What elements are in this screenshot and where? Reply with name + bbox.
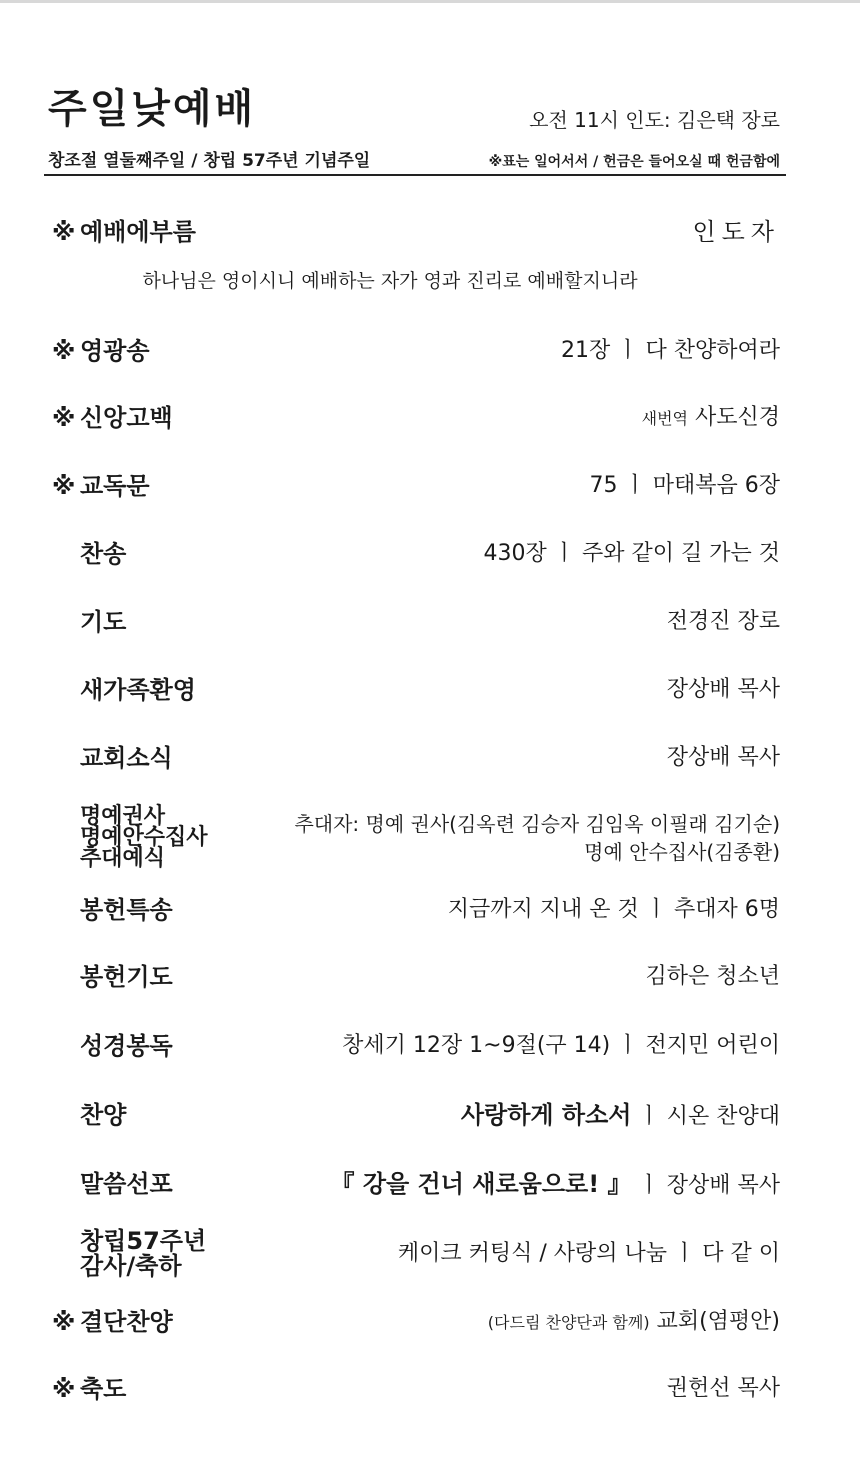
order-label-line: 명예권사 [80,804,166,829]
order-row-prayer [52,602,780,642]
order-label: 새가족환영 [80,676,196,704]
service-subtitle: 창조절 열둘째주일 / 창립 57주년 기념주일 [48,151,371,171]
order-value: 인도자 [692,218,780,246]
order-value: 창세기 12장 1~9절(구 14) ㅣ 전지민 어린이 [342,1033,780,1058]
order-label [80,806,230,869]
standing-mark: ※ [52,337,76,365]
order-label: 성경봉독 [80,1032,173,1060]
standing-mark: ※ [52,404,76,432]
order-value [330,1164,780,1204]
order-value: 75 ㅣ 마태복음 6장 [589,473,780,498]
order-label: 영광송 [80,337,150,365]
order-label-line: 명예안수집사 [80,825,208,850]
standing-mark: ※ [52,472,76,500]
order-row-sermon [52,1164,780,1204]
order-label-line: 감사/축하 [80,1252,182,1280]
order-row-anthem [52,1095,780,1135]
order-value [488,1302,780,1342]
order-value: 21장 ㅣ 다 찬양하여라 [561,338,780,363]
order-value: 케이크 커팅식 / 사랑의 나눔 ㅣ 다 같 이 [397,1241,780,1266]
order-row-newcomer-welcome [52,670,780,710]
anthem-choir: ㅣ 시온 찬양대 [631,1104,780,1129]
order-row-offertory-special [52,890,780,930]
order-value: 권헌선 목사 [666,1376,780,1401]
sermon-preacher: ㅣ 장상배 목사 [631,1173,780,1198]
order-value: 지금까지 지내 온 것 ㅣ 추대자 6명 [447,897,780,922]
order-value-line: 추대자: 명예 권사(김옥련 김승자 김임옥 이필래 김기순) [294,812,780,836]
order-label-line: 추대예식 [80,846,166,871]
order-label: 봉헌특송 [80,896,173,924]
order-row-commitment-song [52,1302,780,1342]
order-label: 봉헌기도 [80,963,173,991]
order-label [80,1229,230,1279]
order-value: 430장 ㅣ 주와 같이 길 가는 것 [483,541,780,566]
service-time-leader: 오전 11시 인도: 김은택 장로 [529,108,780,132]
order-row-responsive-reading [52,466,780,506]
order-row-announcements [52,738,780,778]
order-row-creed [52,398,780,438]
order-value: 전경진 장로 [666,609,780,634]
order-label: 기도 [80,608,127,636]
order-label-line: 창립57주년 [80,1227,207,1255]
order-value: 장상배 목사 [666,677,780,702]
order-label: 찬양 [80,1101,127,1129]
order-value-note: (다드림 찬양단과 함께) [487,1313,650,1332]
order-value-main: 교회(염평안) [656,1309,780,1334]
sermon-title: 『 강을 건너 새로움으로! 』 [330,1170,632,1198]
order-row-honorary-installation [52,804,780,871]
order-row-benediction [52,1369,780,1409]
anthem-title: 사랑하게 하소서 [460,1101,632,1129]
standing-mark: ※ [52,218,76,246]
order-value-main: 사도신경 [694,405,780,430]
order-label: 신앙고백 [80,404,173,432]
order-row-gloria [52,331,780,371]
order-row-offertory-prayer [52,957,780,997]
standing-mark: ※ [52,1308,76,1336]
order-label: 축도 [80,1375,127,1403]
order-label: 찬송 [80,540,127,568]
order-value [461,1095,780,1135]
order-label: 교회소식 [80,744,173,772]
order-label: 교독문 [80,472,150,500]
order-value: 김하은 청소년 [645,964,780,989]
order-row-hymn [52,534,780,574]
order-row-anniversary-celebration [52,1227,780,1280]
order-row-call-to-worship [52,212,780,252]
order-value [294,810,780,864]
order-row-scripture-reading [52,1026,780,1066]
page-title: 주일낮예배 [48,86,257,132]
header-divider [44,174,786,176]
order-value-note: 새번역 [641,409,688,428]
order-label: 결단찬양 [80,1308,173,1336]
call-to-worship-verse: 하나님은 영이시니 예배하는 자가 영과 진리로 예배할지니라 [142,270,638,292]
standing-offering-notice: ※표는 일어서서 / 헌금은 들어오실 때 헌금함에 [488,154,780,170]
order-value: 장상배 목사 [666,745,780,770]
top-edge-line [0,0,860,3]
standing-mark: ※ [52,1375,76,1403]
order-value [642,398,780,438]
order-value-line: 명예 안수집사(김종환) [584,840,780,864]
order-label: 예배에부름 [80,218,196,246]
order-label: 말씀선포 [80,1170,173,1198]
